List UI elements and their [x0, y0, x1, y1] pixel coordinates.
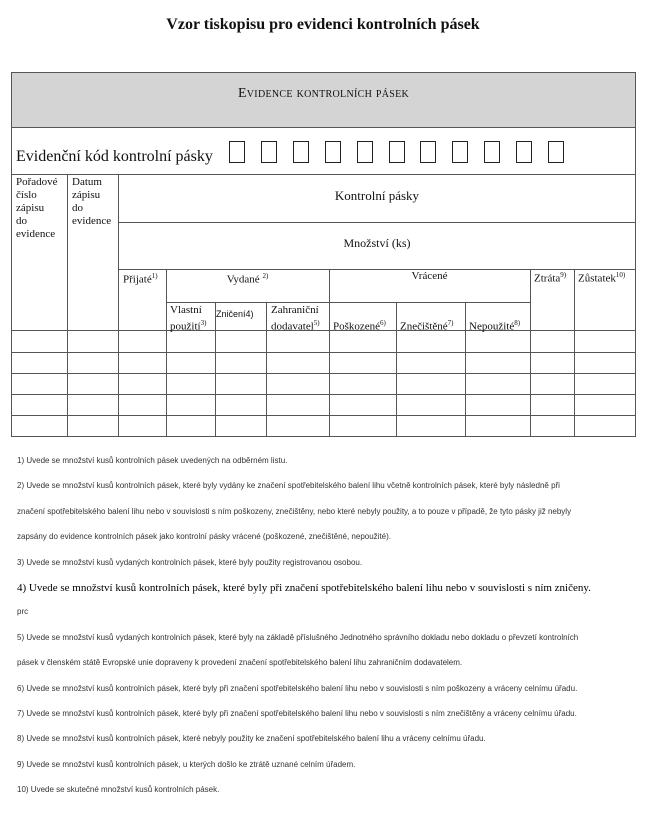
col-vydane-label: Vydané [226, 273, 260, 286]
footnote: pásek v členském státě Evropské unie dopraveny k provedení značení spotřebitelského balení lihu zahraničním dodavatelem. [17, 658, 463, 667]
code-digit-box[interactable] [293, 141, 309, 163]
col-prijate-label: Přijaté [123, 273, 152, 286]
footnote: 1) Uvede se množství kusů kontrolních pásek uvedených na odběrném listu. [17, 456, 288, 465]
col-datum-line: Datum [72, 176, 102, 188]
footnote: 8) Uvede se množství kusů kontrolních pásek, které nebyly použity ke značení spotřebitelského balení lihu a vráceny celnímu úřadu. [17, 734, 486, 743]
footnote: prc [17, 607, 29, 616]
col-ztrata [534, 269, 566, 286]
col-datum-line: do [72, 202, 83, 214]
col-kontrolni-pasky: Kontrolní pásky [334, 188, 420, 203]
col-zustatek [578, 269, 625, 286]
col-poradove-line: zápisu [16, 202, 45, 214]
grid-line [166, 269, 167, 436]
col-vlastni-line: Vlastní [170, 304, 202, 316]
grid-line [67, 174, 68, 436]
col-znecistene-label: Znečištěné [400, 320, 448, 333]
col-datum [72, 176, 122, 228]
col-poskozene-note: 6) [380, 319, 386, 327]
col-poradove [16, 176, 66, 241]
col-zahranicni-line: Zahraniční [271, 304, 319, 316]
grid-line [215, 302, 216, 436]
col-vydane [166, 270, 329, 287]
grid-line [12, 330, 635, 331]
col-vracene: Vrácené [411, 270, 448, 282]
grid-line [118, 222, 635, 223]
col-ztrata-label: Ztráta [534, 272, 561, 285]
col-zustatek-label: Zůstatek [578, 272, 616, 285]
evidence-code-label: Evidenční kód kontrolní pásky [16, 148, 213, 165]
col-nepouzite-label: Nepoužité [469, 320, 515, 333]
grid-line [530, 269, 531, 436]
table-header-band [12, 73, 635, 128]
col-poskozene [333, 317, 386, 334]
table-header: Evidence kontrolních pásek [237, 86, 410, 101]
col-mnozstvi: Množství (ks) [343, 236, 411, 250]
grid-line [574, 269, 575, 436]
grid-line [465, 302, 466, 436]
footnote: 3) Uvede se množství kusů vydaných kontrolních pásek, které byly použity registrovanou osobou. [17, 558, 363, 567]
col-datum-line: evidence [72, 215, 112, 227]
footnote: 5) Uvede se množství kusů vydaných kontrolních pásek, které byly na základě příslušného Jednotného správního dokladu nebo dokladu o převzetí kontrolních [17, 633, 579, 642]
grid-line [12, 373, 635, 374]
form-title: Vzor tiskopisu pro evidenci kontrolních pásek [166, 16, 480, 33]
col-zniceni: Zničení4) [216, 309, 254, 319]
col-zahranicni-dodavatel [271, 304, 320, 334]
col-prijate [123, 270, 158, 287]
col-vydane-note: 2) [262, 272, 269, 280]
footnote: zapsány do evidence kontrolních pásek jako kontrolní pásky vrácené (poškozené, znečištěné, nepoužité). [17, 532, 391, 541]
col-znecistene-note: 7) [447, 319, 454, 327]
code-digit-box[interactable] [325, 141, 341, 163]
col-datum-line: zápisu [72, 189, 101, 201]
code-digit-box[interactable] [357, 141, 373, 163]
col-poradove-line: evidence [16, 228, 56, 240]
footnote: 4) Uvede se množství kusů kontrolních pásek, které byly při značení spotřebitelského balení lihu nebo v souvislosti s ním zničeny. [17, 582, 591, 594]
grid-line [12, 352, 635, 353]
col-nepouzite [469, 317, 520, 334]
col-zahranicni-line: dodavatel [271, 320, 314, 333]
grid-line [396, 302, 397, 436]
col-poradove-line: Pořadové [16, 176, 58, 188]
col-ztrata-note: 9) [560, 271, 567, 279]
col-nepouzite-note: 8) [514, 319, 521, 327]
grid-line [12, 394, 635, 395]
col-zustatek-note: 10) [615, 271, 626, 279]
col-poradove-line: číslo [16, 189, 37, 201]
grid-line [166, 302, 530, 303]
footnote: 10) Uvede se skutečné množství kusů kontrolních pásek. [17, 785, 220, 794]
code-digit-box[interactable] [452, 141, 468, 163]
col-prijate-note: 1) [151, 272, 158, 280]
code-digit-box[interactable] [229, 141, 245, 163]
code-digit-box[interactable] [548, 141, 564, 163]
code-digit-box[interactable] [420, 141, 436, 163]
grid-line [329, 269, 330, 436]
footnote: 9) Uvede se množství kusů kontrolních pásek, u kterých došlo ke ztrátě uznané celním úřadem. [17, 760, 356, 769]
col-poradove-line: do [16, 215, 27, 227]
col-znecistene [400, 317, 454, 334]
footnote: 7) Uvede se množství kusů kontrolních pásek, které byly při značení spotřebitelského balení lihu nebo v souvislosti s ním znečištěny a vráceny celnímu úřadu. [17, 709, 577, 718]
col-vlastni-note: 3) [200, 319, 207, 327]
code-digit-box[interactable] [484, 141, 500, 163]
footnote: značení spotřebitelského balení lihu nebo v souvislosti s ním poškozeny, znečištěny, nebo které nebyly použity, a to pouze v případě, že tyto pásky již nebyly [17, 507, 572, 516]
evidence-table [11, 72, 636, 437]
col-poskozene-label: Poškozené [333, 320, 381, 333]
code-digit-box[interactable] [516, 141, 532, 163]
evidence-code-row [12, 128, 635, 175]
col-zahranicni-note: 5) [313, 319, 320, 327]
grid-line [266, 302, 267, 436]
col-vlastni-line: použití [170, 320, 201, 333]
footnote: 6) Uvede se množství kusů kontrolních pásek, které byly při značení spotřebitelského balení lihu nebo v souvislosti s ním poškozeny a vráceny celnímu úřadu. [17, 684, 578, 693]
code-digit-box[interactable] [389, 141, 405, 163]
code-digit-box[interactable] [261, 141, 277, 163]
footnote: 2) Uvede se množství kusů kontrolních pásek, které byly vydány ke značení spotřebitelského balení lihu včetně kontrolních pásek, které byly následně při [17, 481, 560, 490]
grid-line [12, 415, 635, 416]
col-vlastni-pouziti [170, 304, 206, 334]
